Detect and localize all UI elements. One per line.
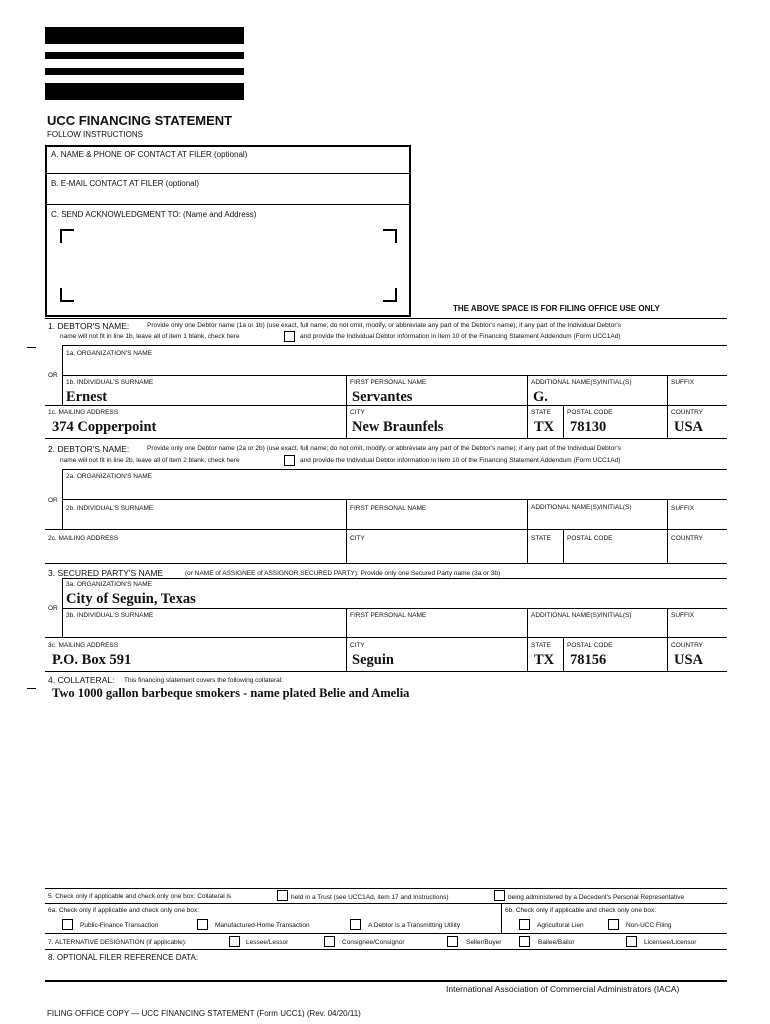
seller-buyer-checkbox[interactable] (447, 936, 458, 947)
filer-b-label: B. E-MAIL CONTACT AT FILER (optional) (51, 179, 200, 188)
secured-state-label: STATE (531, 642, 551, 649)
secured-postal: 78156 (570, 652, 607, 668)
secured-instr: (or NAME of ASSIGNEE of ASSIGNOR SECURED PARTY): Provide only one Secured Party name (3a or 3b) (185, 570, 501, 577)
manufactured-home-checkbox[interactable] (197, 919, 208, 930)
item7-opt1: Lessee/Lessor (246, 939, 289, 946)
collateral-instr: This financing statement covers the following collateral: (124, 677, 283, 684)
debtor2-surname-label: 2b. INDIVIDUAL'S SURNAME (66, 505, 154, 512)
agricultural-lien-checkbox[interactable] (519, 919, 530, 930)
item7-opt4: Bailee/Bailor (538, 939, 575, 946)
secured-org-label: 3a. ORGANIZATION'S NAME (66, 581, 152, 588)
filer-c-label: C. SEND ACKNOWLEDGMENT TO: (Name and Address) (51, 210, 257, 219)
debtor1-surname-label: 1b. INDIVIDUAL'S SURNAME (66, 379, 154, 386)
item6b-opt1: Agricultural Lien (537, 922, 584, 929)
debtor2-instr2a: name will not fit in line 2b, leave all of item 2 blank, check here (60, 457, 240, 464)
debtor2-suffix-label: SUFFIX (671, 505, 695, 512)
filer-box (45, 145, 411, 317)
collateral-heading: 4. COLLATERAL: (48, 675, 115, 685)
secured-surname-label: 3b. INDIVIDUAL'S SURNAME (66, 612, 154, 619)
item6a-opt2: Manufactured-Home Transaction (215, 922, 310, 929)
debtor2-addl-label: ADDITIONAL NAME(S)/INITIAL(S) (531, 504, 632, 511)
consignee-consignor-checkbox[interactable] (324, 936, 335, 947)
debtor2-city-label: CITY (350, 535, 365, 542)
item7-opt3: Seller/Buyer (466, 939, 502, 946)
secured-country: USA (674, 652, 704, 668)
debtor2-heading: 2. DEBTOR'S NAME: (48, 444, 130, 454)
debtor2-org-label: 2a. ORGANIZATION'S NAME (66, 473, 152, 480)
item5-decedent-checkbox[interactable] (494, 890, 505, 901)
debtor1-surname: Ernest (66, 389, 108, 405)
public-finance-checkbox[interactable] (62, 919, 73, 930)
footer-right: International Association of Commercial Administrators (IACA) (446, 984, 680, 994)
debtor1-country: USA (674, 419, 704, 435)
debtor1-state-label: STATE (531, 409, 551, 416)
bailee-bailor-checkbox[interactable] (519, 936, 530, 947)
follow-instructions: FOLLOW INSTRUCTIONS (47, 130, 144, 139)
debtor1-heading: 1. DEBTOR'S NAME: (48, 321, 130, 331)
debtor1-org-label: 1a. ORGANIZATION'S NAME (66, 350, 152, 357)
secured-city: Seguin (352, 652, 394, 668)
debtor1-instr2b: and provide the Individual Debtor information in item 10 of the Financing Statement Addendum (Form UCC1Ad) (300, 333, 621, 340)
header-bar-1 (45, 27, 244, 44)
header-bar-3 (45, 68, 244, 75)
item6a-opt3: A Debtor is a Transmitting Utility (368, 922, 461, 929)
collateral-text: Two 1000 gallon barbeque smokers - name plated Belie and Amelia (52, 686, 410, 700)
secured-city-label: CITY (350, 642, 365, 649)
item5-trust-checkbox[interactable] (277, 890, 288, 901)
item6a-opt1: Public-Finance Transaction (80, 922, 159, 929)
debtor2-mail-label: 2c. MAILING ADDRESS (48, 535, 119, 542)
secured-org: City of Seguin, Texas (66, 591, 196, 607)
debtor2-state-label: STATE (531, 535, 551, 542)
debtor1-suffix-label: SUFFIX (671, 379, 695, 386)
item5-opt2: being administered by a Decedent's Personal Representative (508, 894, 685, 901)
item7-opt5: Licensee/Licensor (644, 939, 697, 946)
office-use-note: THE ABOVE SPACE IS FOR FILING OFFICE USE ONLY (453, 304, 660, 313)
non-ucc-filing-checkbox[interactable] (608, 919, 619, 930)
debtor2-checkbox[interactable] (284, 455, 295, 466)
debtor1-mail: 374 Copperpoint (52, 419, 157, 435)
debtor1-mail-label: 1c. MAILING ADDRESS (48, 409, 119, 416)
secured-postal-label: POSTAL CODE (567, 642, 613, 649)
debtor1-addl-label: ADDITIONAL NAME(S)/INITIAL(S) (531, 379, 632, 386)
lessee-lessor-checkbox[interactable] (229, 936, 240, 947)
item7-label: 7. ALTERNATIVE DESIGNATION (if applicable): (48, 939, 187, 946)
debtor1-country-label: COUNTRY (671, 409, 704, 416)
secured-heading: 3. SECURED PARTY'S NAME (48, 568, 164, 578)
debtor1-addl: G. (533, 389, 548, 405)
item6a-label: 6a. Check only if applicable and check only one box: (48, 907, 200, 914)
transmitting-utility-checkbox[interactable] (350, 919, 361, 930)
debtor1-state: TX (534, 419, 555, 435)
debtor1-city-label: CITY (350, 409, 365, 416)
footer-left: FILING OFFICE COPY — UCC FINANCING STATEMENT (Form UCC1) (Rev. 04/20/11) (47, 1009, 361, 1018)
debtor2-or: OR (48, 497, 58, 504)
debtor1-first: Servantes (352, 389, 413, 405)
item5-label: 5. Check only if applicable and check only one box: Collateral is (48, 893, 232, 900)
secured-or: OR (48, 605, 58, 612)
header-bar-4 (45, 83, 244, 100)
header-bar-2 (45, 52, 244, 59)
licensee-licensor-checkbox[interactable] (626, 936, 637, 947)
filer-a-label: A. NAME & PHONE OF CONTACT AT FILER (optional) (51, 150, 248, 159)
secured-addl-label: ADDITIONAL NAME(S)/INITIAL(S) (531, 612, 632, 619)
debtor1-first-label: FIRST PERSONAL NAME (350, 379, 427, 386)
debtor1-checkbox[interactable] (284, 331, 295, 342)
item5-opt1: held in a Trust (see UCC1Ad, item 17 and Instructions) (291, 894, 449, 901)
debtor1-instr2a: name will not fit in line 1b, leave all of item 1 blank, check here (60, 333, 240, 340)
debtor2-postal-label: POSTAL CODE (567, 535, 613, 542)
secured-state: TX (534, 652, 555, 668)
debtor2-instr2b: and provide the Individual Debtor information in item 10 of the Financing Statement Addendum (Form UCC1Ad) (300, 457, 621, 464)
secured-country-label: COUNTRY (671, 642, 704, 649)
item7-opt2: Consignee/Consignor (342, 939, 405, 946)
secured-first-label: FIRST PERSONAL NAME (350, 612, 427, 619)
secured-mail: P.O. Box 591 (52, 652, 132, 668)
secured-suffix-label: SUFFIX (671, 612, 695, 619)
debtor1-instr: Provide only one Debtor name (1a or 1b) (use exact, full name; do not omit, modify, or abbreviate any part of the Debtor's name); if any part of the Individual Debtor's (147, 322, 621, 329)
item6b-opt2: Non-UCC Filing (626, 922, 672, 929)
form-title: UCC FINANCING STATEMENT (47, 113, 233, 128)
debtor2-first-label: FIRST PERSONAL NAME (350, 505, 427, 512)
debtor2-country-label: COUNTRY (671, 535, 704, 542)
item6b-label: 6b. Check only if applicable and check only one box: (505, 907, 657, 914)
item8-label: 8. OPTIONAL FILER REFERENCE DATA: (48, 953, 199, 962)
secured-mail-label: 3c. MAILING ADDRESS (48, 642, 119, 649)
debtor2-instr: Provide only one Debtor name (2a or 2b) (use exact, full name; do not omit, modify, or abbreviate any part of the Debtor's name); if any part of the Individual Debtor's (147, 445, 621, 452)
debtor1-postal: 78130 (570, 419, 607, 435)
debtor1-city: New Braunfels (352, 419, 444, 435)
debtor1-postal-label: POSTAL CODE (567, 409, 613, 416)
debtor1-or: OR (48, 372, 58, 379)
